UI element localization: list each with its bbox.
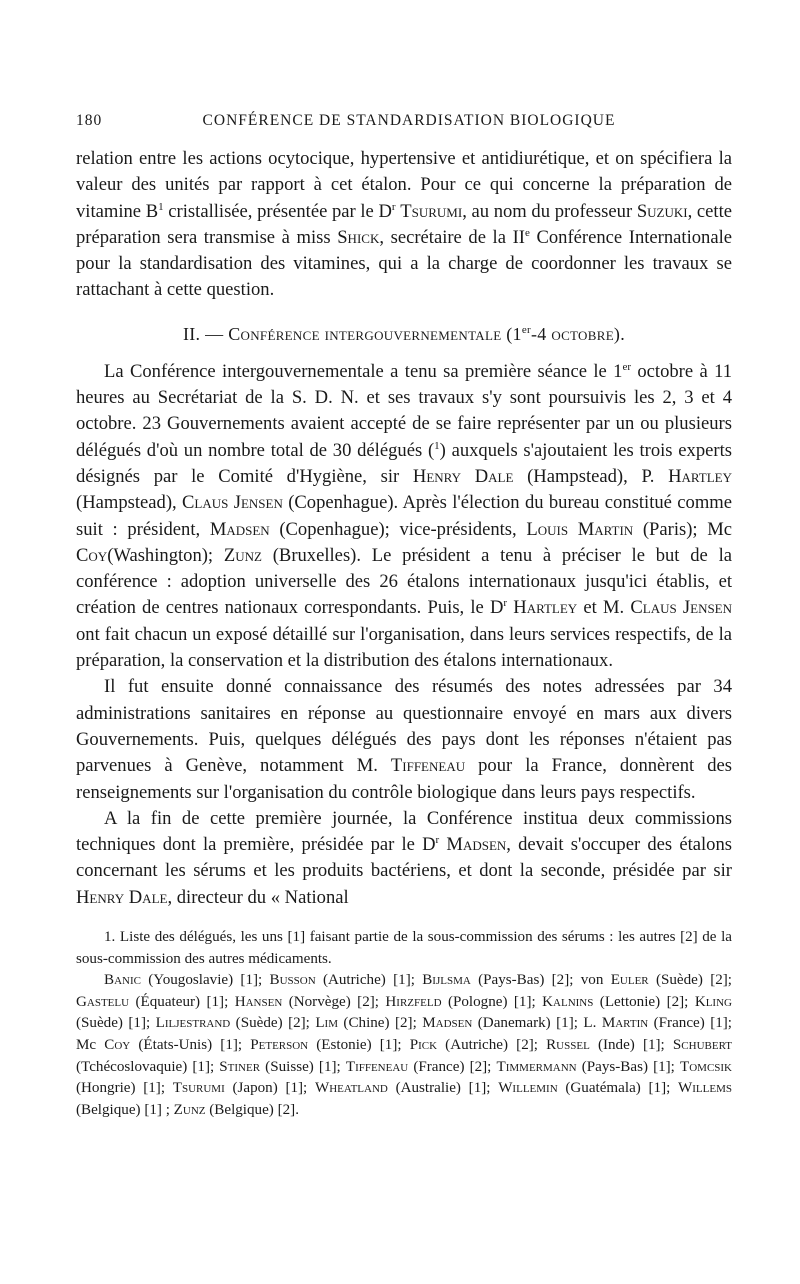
document-page bbox=[76, 112, 732, 1121]
page-number: 180 bbox=[76, 112, 103, 129]
footnote-delegate-list: Banic (Yougoslavie) [1]; Busson (Autriche) [1]; Bijlsma (Pays-Bas) [2]; von Euler (Suède) [2]; Gastelu (Équateur) [1]; Hansen (Norvège) [2]; Hirzfeld (Pologne) [1]; Kalnins (Lettonie) [2]; Kling (Suède) [1]; Liljestrand (Suède) [2]; Lim (Chine) [2]; Madsen (Danemark) [1]; L. Martin (France) [1]; Mc Coy (États-Unis) [1]; Peterson (Estonie) [1]; Pick (Autriche) [2]; Russel (Inde) [1]; Schubert (Tchécoslovaquie) [1]; Stiner (Suisse) [1]; Tiffeneau (France) [2]; Timmermann (Pays-Bas) [1]; Tomcsik (Hongrie) [1]; Tsurumi (Japon) [1]; Wheatland (Australie) [1]; Willemin (Guatémala) [1]; Willems (Belgique) [1] ; Zunz (Belgique) [2]. bbox=[76, 972, 733, 1118]
footnote-1: 1. Liste des délégués, les uns [1] faisant partie de la sous-commission des sérums : les autres [2] de la sous-commission des autres médicaments. bbox=[76, 929, 732, 967]
paragraph-1: relation entre les actions ocytocique, hypertensive et antidiurétique, et on spécifiera la valeur des unités par rapport à cet étalon. Pour ce qui concerne la préparation de vitamine $B^1$ cristallisée, présentée par le $D^r$ Tsurumi, au nom du professeur Suzuki, cette préparation sera transmise à miss Shick, secrétaire de la IIe Conférence Internationale pour la standardisation des vitamines, qui a la charge de coordonner les travaux se rattachant à cette question. bbox=[76, 148, 732, 301]
paragraph-4: A la fin de cette première journée, la Conférence institua deux commissions techniques dont la première, présidée par le $D^r$ Madsen, devait s'occuper des étalons concernant les sérums et les produits bactériens, et dont la seconde, présidée par sir Henry Dale, directeur du « National bbox=[76, 807, 732, 908]
paragraph-3: Il fut ensuite donné connaissance des résumés des notes adressées par 34 administrations sanitaires en réponse au questionnaire envoyé en mars aux divers Gouvernements. Puis, quelques délégués des pays dont les réponses n'étaient pas parvenues à Genève, notamment M. Tiffeneau pour la France, donnèrent des renseignements sur l'organisation du contrôle biologique dans leurs pays respectifs. bbox=[76, 676, 732, 803]
section-heading: II. — Conférence intergouvernementale (1er-4 octobre). bbox=[182, 323, 626, 344]
paragraph-2: La Conférence intergouvernementale a tenu sa première séance le 1er octobre à 11 heures au Secrétariat de la S. D. N. et ses travaux s'y sont poursuivis les 2, 3 et 4 octobre. 23 Gouvernements avaient accepté de se faire représenter par un ou plusieurs délégués d'où un nombre total de 30 délégués ($^1$) auxquels s'ajoutaient les trois experts désignés par le Comité d'Hygiène, sir Henry Dale (Hampstead), P. Hartley (Hampstead), Claus Jensen (Copenhague). Après l'élection du bureau constitué comme suit : président, Madsen (Copenhague); vice-présidents, Louis Martin (Paris); Mc Coy(Washington); Zunz (Bruxelles). Le président a tenu à préciser le but de la conférence : adoption universelle des 26 étalons internationaux jusqu'ici établis, et création de centres nationaux correspondants. Puis, le $D^r$ Hartley et M. Claus Jensen ont fait chacun un exposé détaillé sur l'organisation, dans leurs services respectifs, de la préparation, la conservation et la distribution des étalons internationaux. bbox=[76, 360, 733, 672]
footnotes bbox=[76, 927, 732, 1121]
main-text bbox=[76, 146, 732, 911]
running-header bbox=[76, 112, 732, 130]
running-title: CONFÉRENCE DE STANDARDISATION BIOLOGIQUE bbox=[202, 112, 616, 129]
